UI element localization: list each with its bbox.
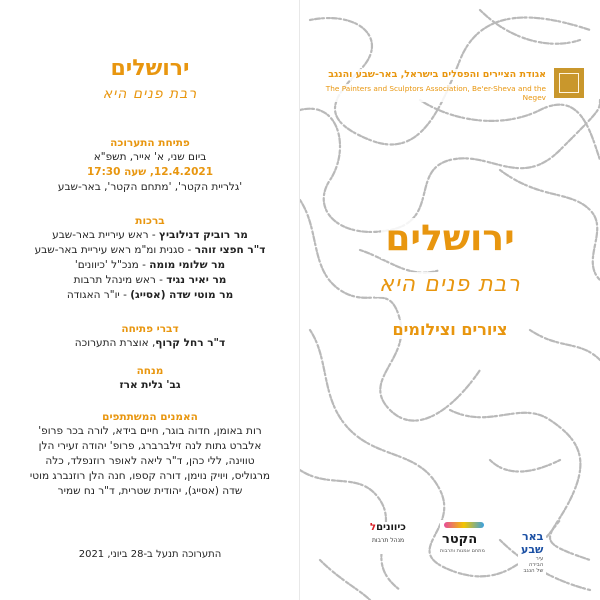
greeting-role: - סגנית ומ"מ ראש עיריית באר-שבע bbox=[34, 244, 195, 256]
invitation-cover-panel bbox=[300, 0, 600, 600]
greetings-heading: ברכות bbox=[135, 215, 165, 227]
opening-section bbox=[0, 136, 300, 195]
artists-heading: האמנים המשתתפים bbox=[102, 411, 198, 423]
host-name: גב' גלית ארז bbox=[119, 379, 181, 391]
opening-words-section bbox=[0, 322, 300, 351]
greeting-row bbox=[0, 258, 300, 273]
sponsor-logos bbox=[328, 518, 544, 574]
greeting-role: - מנכ"ל 'כיוונים' bbox=[74, 259, 150, 271]
exhibition-title: ירושלים bbox=[110, 56, 190, 81]
greeting-row bbox=[0, 243, 300, 258]
greeting-name: מר שלומי מומה bbox=[149, 259, 226, 271]
exhibition-subtitle: רבת פנים היא bbox=[102, 86, 198, 102]
association-name-english: The Painters and Sculptors Association, Be'er-Sheva and the Negev bbox=[316, 84, 546, 102]
closing-date-note: התערוכה תנעל ב-28 ביוני, 2021 bbox=[78, 549, 222, 560]
opening-time: 12.4.2021, שעה 17:30 bbox=[86, 166, 214, 178]
culture-logo-accent: ל bbox=[370, 522, 377, 533]
curator-role: , אוצרת התערוכה bbox=[74, 337, 156, 349]
opening-words-row bbox=[0, 336, 300, 351]
greeting-role: - יו"ר האגודה bbox=[66, 289, 131, 301]
cover-title bbox=[300, 218, 600, 260]
host-heading: מנחה bbox=[136, 365, 164, 377]
greeting-row bbox=[0, 273, 300, 288]
greeting-name: מר מוטי שדה (אסייג) bbox=[130, 289, 234, 301]
greeting-name: ד"ר חפצי זוהר bbox=[194, 244, 266, 256]
cover-media-line bbox=[300, 320, 600, 339]
culture-admin-logo bbox=[368, 522, 408, 554]
culture-logo-mark bbox=[368, 522, 408, 533]
association-logo bbox=[554, 68, 584, 98]
greeting-row bbox=[0, 288, 300, 303]
hakter-logo bbox=[440, 520, 496, 554]
beersheva-logo bbox=[518, 528, 546, 576]
greeting-name: מר רוביק דנילוביץ bbox=[159, 229, 248, 241]
cover-subtitle-text: רבת פנים היא bbox=[375, 272, 525, 297]
beersheva-logo-subtext: עיר הבירה של הנגב bbox=[523, 556, 544, 574]
cover-title-text: ירושלים bbox=[381, 218, 518, 259]
greeting-role: - ראש מינהל תרבות bbox=[73, 274, 167, 286]
cover-subtitle bbox=[300, 272, 600, 297]
artists-section bbox=[0, 410, 300, 499]
association-name-hebrew: אגודת הציירים והפסלים בישראל, באר-שבע והנגב bbox=[316, 69, 546, 80]
greeting-role: - ראש עיריית באר-שבע bbox=[52, 229, 160, 241]
artists-list: רות באומן, חדוה בוגר, חיים בידא, לורה בכר פרופ' אלברט גתות לנה זילברברג, פרופ' יהודה זעירי הלן טווינה, ללי כהן, ד"ר ליאה לאופר רוזנפלד, כלה מרגוליס, ויויק נוימן, דורה קספו, חנה הלן רוזנברג מוטי שדה (אסייג), יהודית שטרית, ד"ר נח שמיר bbox=[29, 425, 271, 497]
beersheva-logo-text: באר שבע bbox=[521, 530, 544, 556]
opening-venue: 'גלריית הקטר', 'מתחם הקטר', באר-שבע bbox=[57, 181, 243, 193]
hakter-logo-text: הקטר bbox=[442, 532, 478, 547]
opening-heading: פתיחת התערוכה bbox=[110, 137, 190, 149]
curator-name: ד"ר רחל קרוף bbox=[155, 337, 226, 349]
culture-logo-subtext: מנהל תרבות bbox=[371, 537, 405, 544]
greeting-row bbox=[0, 228, 300, 243]
hakter-logo-subtext: מתחם אמנות ותרבות bbox=[440, 548, 485, 554]
opening-words-heading: דברי פתיחה bbox=[121, 323, 179, 335]
greeting-name: מר יאיר נגיד bbox=[166, 274, 227, 286]
cover-media-text: ציורים וצילומים bbox=[389, 320, 512, 339]
host-section bbox=[0, 364, 300, 393]
greetings-section bbox=[0, 214, 300, 303]
opening-date: ביום שני, א' אייר, תשפ"א bbox=[93, 151, 207, 163]
culture-logo-text: כיוונים bbox=[376, 522, 406, 533]
